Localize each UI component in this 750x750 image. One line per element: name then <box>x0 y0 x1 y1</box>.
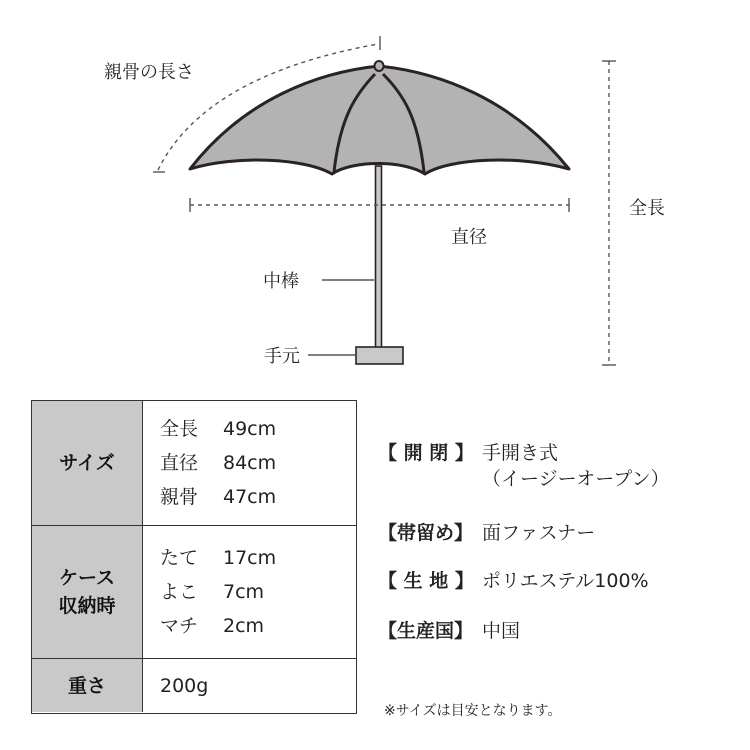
size-rib <box>160 480 356 514</box>
weight-row <box>32 658 356 712</box>
case-row <box>32 525 356 658</box>
case-header <box>32 526 143 658</box>
size-diameter <box>160 446 356 480</box>
closure-info <box>378 518 595 545</box>
opening-info <box>378 440 670 492</box>
size-row <box>32 401 356 525</box>
closure-label: 【帯留め】 <box>378 522 474 544</box>
fabric-label: 【 生 地 】 <box>378 570 474 592</box>
size-total-length <box>160 412 356 446</box>
origin-info <box>378 616 520 643</box>
origin-label: 【生産国】 <box>378 620 474 642</box>
fabric-value: ポリエステル100% <box>482 570 649 592</box>
origin-value: 中国 <box>482 620 521 642</box>
case-depth-value: 2cm <box>223 615 265 637</box>
case-header-line1: ケース <box>58 567 116 589</box>
diameter-label: 直径 <box>451 227 487 248</box>
weight-value: 200g <box>160 674 209 697</box>
opening-value: 手開き式 <box>482 442 559 464</box>
size-rib-label: 親骨 <box>160 486 199 508</box>
fabric-info <box>378 566 649 593</box>
umbrella-canopy <box>190 66 569 174</box>
closure-value: 面ファスナー <box>482 522 596 544</box>
spec-table <box>31 400 357 714</box>
size-note: ※サイズは目安となります。 <box>384 703 562 719</box>
case-height <box>160 541 356 575</box>
size-rib-value: 47cm <box>223 486 277 508</box>
case-values <box>143 526 356 658</box>
weight-values <box>143 659 356 712</box>
umbrella-shaft <box>376 166 382 348</box>
size-diameter-value: 84cm <box>223 452 277 474</box>
rib-length-label: 親骨の長さ <box>104 62 194 83</box>
umbrella-tip <box>375 61 384 71</box>
case-height-label: たて <box>160 547 199 569</box>
case-height-value: 17cm <box>223 547 277 569</box>
size-total-length-label: 全長 <box>160 418 199 440</box>
total-length-label: 全長 <box>629 198 665 219</box>
size-total-length-value: 49cm <box>223 418 277 440</box>
opening-label: 【 開 閉 】 <box>378 442 474 464</box>
size-header: サイズ <box>32 401 143 525</box>
handle-label: 手元 <box>264 346 300 367</box>
case-depth-label: マチ <box>160 615 199 637</box>
case-width-label: よこ <box>160 581 199 603</box>
size-values <box>143 401 356 525</box>
shaft-label: 中棒 <box>263 271 299 292</box>
opening-value-sub: （イージーオープン） <box>482 468 670 490</box>
umbrella-handle <box>356 347 403 364</box>
case-depth <box>160 609 356 643</box>
case-width <box>160 575 356 609</box>
size-diameter-label: 直径 <box>160 452 199 474</box>
case-width-value: 7cm <box>223 581 265 603</box>
weight-header: 重さ <box>32 659 143 712</box>
case-header-line2: 収納時 <box>58 595 116 617</box>
